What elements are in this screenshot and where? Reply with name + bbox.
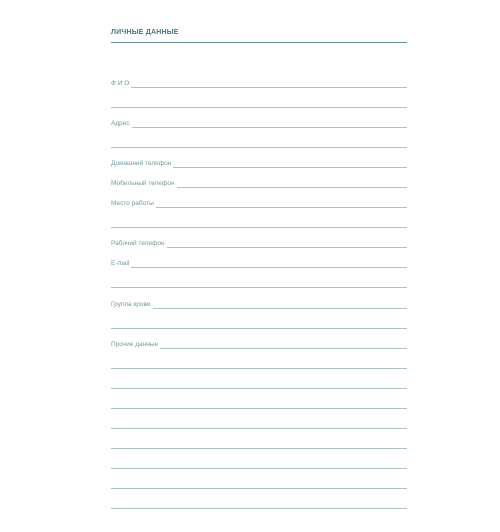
other-data-line[interactable]	[160, 341, 407, 349]
home-phone-label: Домашний телефон	[111, 160, 172, 167]
email-label: E-mail	[111, 260, 130, 267]
fio-extra-line[interactable]	[111, 107, 407, 108]
other-data-line-6[interactable]	[111, 448, 407, 449]
other-data-field[interactable]	[111, 341, 407, 349]
blood-group-field[interactable]	[111, 301, 407, 309]
section-heading-text: ЛИЧНЫЕ ДАННЫЕ	[111, 29, 179, 36]
work-phone-line[interactable]	[167, 240, 407, 248]
workplace-field[interactable]	[111, 200, 407, 208]
work-phone-label: Рабочий телефон	[111, 240, 165, 247]
work-phone-field[interactable]	[111, 240, 407, 248]
workplace-line[interactable]	[156, 200, 407, 208]
fio-field[interactable]	[111, 80, 407, 88]
other-data-line-5[interactable]	[111, 428, 407, 429]
other-data-label: Прочие данные	[111, 341, 159, 348]
other-data-line-3[interactable]	[111, 388, 407, 389]
blood-group-label: Группа крови	[111, 301, 151, 308]
address-label: Адрес	[111, 120, 130, 127]
other-data-line-8[interactable]	[111, 488, 407, 489]
other-data-line-2[interactable]	[111, 368, 407, 369]
other-data-line-7[interactable]	[111, 468, 407, 469]
address-field[interactable]	[111, 120, 407, 128]
email-field[interactable]	[111, 260, 407, 268]
home-phone-line[interactable]	[173, 160, 407, 168]
personal-data-page	[111, 0, 407, 532]
mobile-phone-line[interactable]	[177, 180, 407, 188]
email-line[interactable]	[131, 260, 407, 268]
other-data-line-4[interactable]	[111, 408, 407, 409]
workplace-extra-line[interactable]	[111, 227, 407, 228]
blood-group-extra-line[interactable]	[111, 328, 407, 329]
address-line[interactable]	[132, 120, 407, 128]
workplace-label: Место работы	[111, 200, 154, 207]
section-heading	[111, 28, 407, 43]
mobile-phone-field[interactable]	[111, 180, 407, 188]
address-extra-line[interactable]	[111, 147, 407, 148]
mobile-phone-label: Мобильный телефон	[111, 180, 175, 187]
fio-line[interactable]	[131, 80, 407, 88]
other-data-line-9[interactable]	[111, 508, 407, 509]
email-extra-line[interactable]	[111, 287, 407, 288]
blood-group-line[interactable]	[153, 301, 407, 309]
fio-label: Ф И О	[111, 80, 130, 87]
home-phone-field[interactable]	[111, 160, 407, 168]
